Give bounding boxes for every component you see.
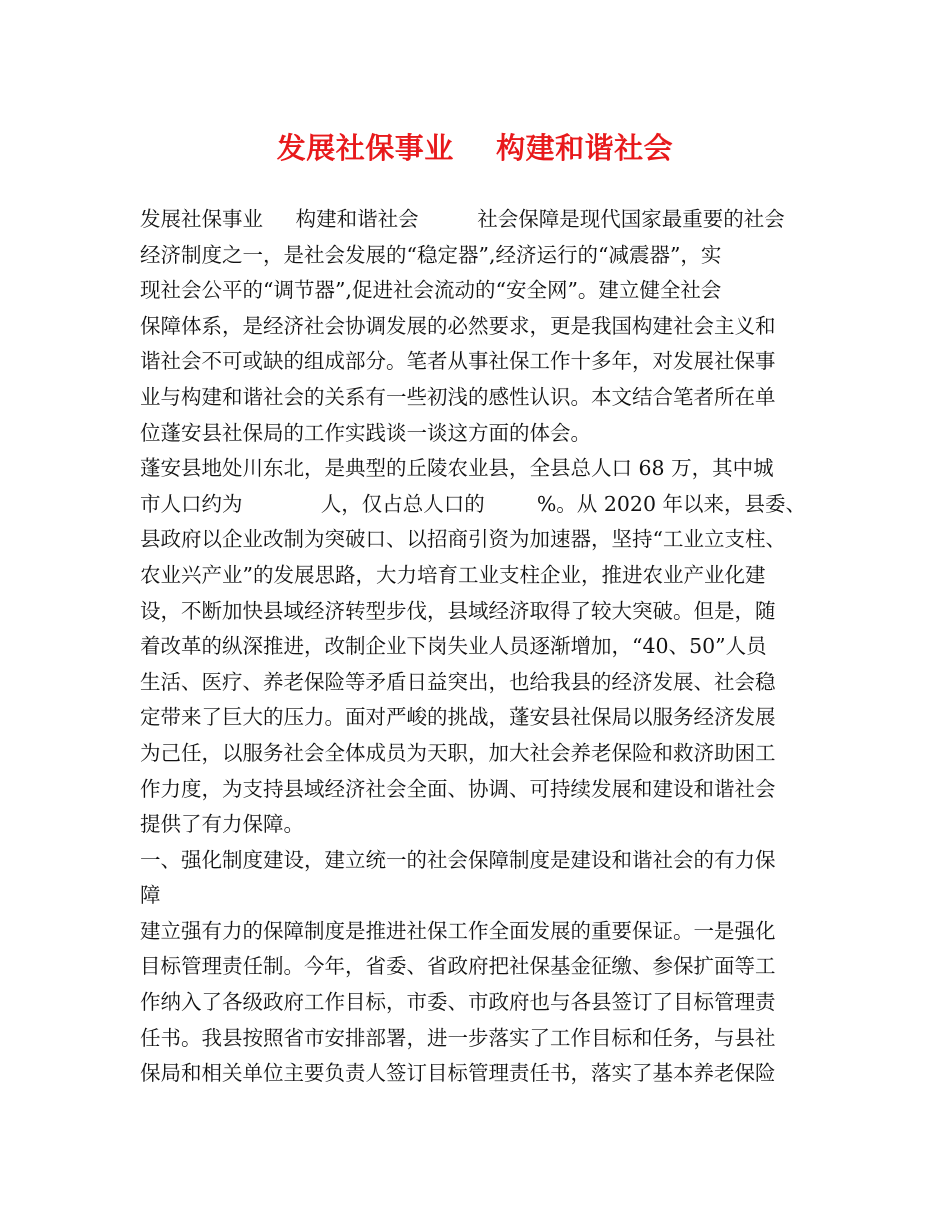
body-line: 目标管理责任制。今年，省委、省政府把社保基金征缴、参保扩面等工 <box>140 954 776 979</box>
body-line: 位蓬安县社保局的工作实践谈一谈这方面的体会。 <box>140 420 591 445</box>
body-line: 定带来了巨大的压力。面对严峻的挑战，蓬安县社保局以服务经济发展 <box>140 705 776 730</box>
body-line: 市人口约为 人，仅占总人口的 %。从 2020 年以来，县委、 <box>140 491 807 516</box>
document-body <box>140 202 830 1092</box>
body-line: 设，不断加快县域经济转型步伐，县域经济取得了较大突破。但是，随 <box>140 598 776 623</box>
body-line: 谐社会不可或缺的组成部分。笔者从事社保工作十多年，对发展社保事 <box>140 349 776 374</box>
body-line: 作力度，为支持县域经济社会全面、协调、可持续发展和建设和谐社会 <box>140 776 776 801</box>
body-line: 发展社保事业 构建和谐社会 社会保障是现代国家最重要的社会 <box>140 207 785 231</box>
body-line: 提供了有力保障。 <box>140 812 304 837</box>
body-line: 县政府以企业改制为突破口、以招商引资为加速器，坚持“工业立支柱、 <box>140 527 786 552</box>
section-heading-line: 一、强化制度建设，建立统一的社会保障制度是建设和谐社会的有力保 <box>140 847 776 872</box>
section-heading-line: 障 <box>140 883 161 908</box>
body-line: 着改革的纵深推进，改制企业下岗失业人员逐渐增加，“40、50”人员 <box>140 634 767 659</box>
body-line: 业与构建和谐社会的关系有一些初浅的感性认识。本文结合笔者所在单 <box>140 384 776 409</box>
body-line: 为己任，以服务社会全体成员为天职，加大社会养老保险和救济助困工 <box>140 740 776 765</box>
body-line: 保障体系，是经济社会协调发展的必然要求，更是我国构建社会主义和 <box>140 313 776 338</box>
body-line: 保局和相关单位主要负责人签订目标管理责任书，落实了基本养老保险 <box>140 1061 776 1086</box>
body-line: 作纳入了各级政府工作目标，市委、市政府也与各县签订了目标管理责 <box>140 990 776 1015</box>
body-line: 蓬安县地处川东北，是典型的丘陵农业县，全县总人口 68 万，其中城 <box>140 456 774 481</box>
body-line: 经济制度之一，是社会发展的“稳定器”,经济运行的“减震器”，实 <box>140 242 722 267</box>
body-line: 现社会公平的“调节器”,促进社会流动的“安全网”。建立健全社会 <box>140 278 722 303</box>
document-title: 发展社保事业 构建和谐社会 <box>276 131 674 165</box>
body-line: 建立强有力的保障制度是推进社保工作全面发展的重要保证。一是强化 <box>140 918 776 943</box>
body-line: 农业兴产业”的发展思路，大力培育工业支柱企业，推进农业产业化建 <box>140 562 766 587</box>
body-line: 生活、医疗、养老保险等矛盾日益突出，也给我县的经济发展、社会稳 <box>140 669 776 694</box>
body-line: 任书。我县按照省市安排部署，进一步落实了工作目标和任务，与县社 <box>140 1025 776 1050</box>
